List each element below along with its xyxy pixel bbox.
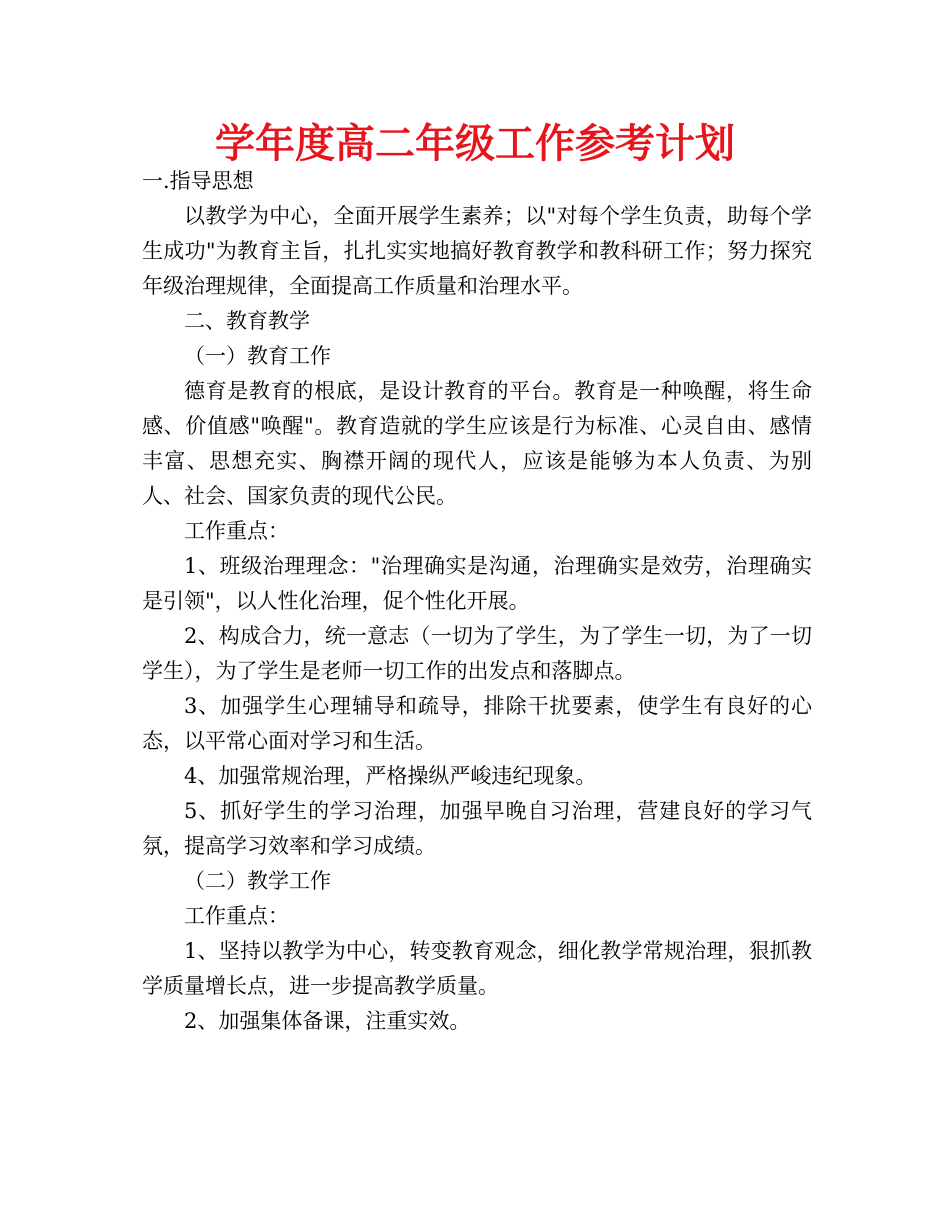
list-item-teaching-1: 1、坚持以教学为中心，转变教育观念，细化教学常规治理，狠抓教学质量增长点，进一步提高教学质量。	[142, 939, 812, 998]
subheading-education-work: （一）教育工作	[184, 344, 331, 368]
list-item-education-4: 4、加强常规治理，严格操纵严峻违纪现象。	[184, 764, 597, 788]
list-item-education-1: 1、班级治理理念："治理确实是沟通，治理确实是效劳，治理确实是引领"，以人性化治理，促个性化开展。	[142, 554, 812, 613]
label-work-focus: 工作重点：	[184, 519, 289, 543]
label-work-focus: 工作重点：	[184, 904, 289, 928]
list-item-education-2: 2、构成合力，统一意志（一切为了学生，为了学生一切，为了一切学生），为了学生是老师一切工作的出发点和落脚点。	[142, 624, 812, 683]
subheading-teaching-work: （二）教学工作	[184, 869, 331, 893]
list-item-education-3: 3、加强学生心理辅导和疏导，排除干扰要素，使学生有良好的心态，以平常心面对学习和生活。	[142, 694, 812, 753]
list-item-education-5: 5、抓好学生的学习治理，加强早晚自习治理，营建良好的学习气氛，提高学习效率和学习成绩。	[142, 799, 812, 858]
paragraph-guiding-ideology: 以教学为中心，全面开展学生素养；以"对每个学生负责，助每个学生成功"为教育主旨，扎扎实实地搞好教育教学和教科研工作；努力探究年级治理规律，全面提高工作质量和治理水平。	[142, 204, 812, 298]
list-item-teaching-2: 2、加强集体备课，注重实效。	[184, 1009, 471, 1033]
document-body	[142, 164, 812, 1039]
heading-guiding-ideology: 一.指导思想	[142, 169, 254, 193]
paragraph-moral-education: 德育是教育的根底，是设计教育的平台。教育是一种唤醒，将生命感、价值感"唤醒"。教育造就的学生应该是行为标准、心灵自由、感情丰富、思想充实、胸襟开阔的现代人，应该是能够为本人负责、为别人、社会、国家负责的现代公民。	[142, 379, 812, 508]
document-title: 学年度高二年级工作参考计划	[215, 121, 735, 167]
heading-education-teaching: 二、教育教学	[184, 309, 310, 333]
